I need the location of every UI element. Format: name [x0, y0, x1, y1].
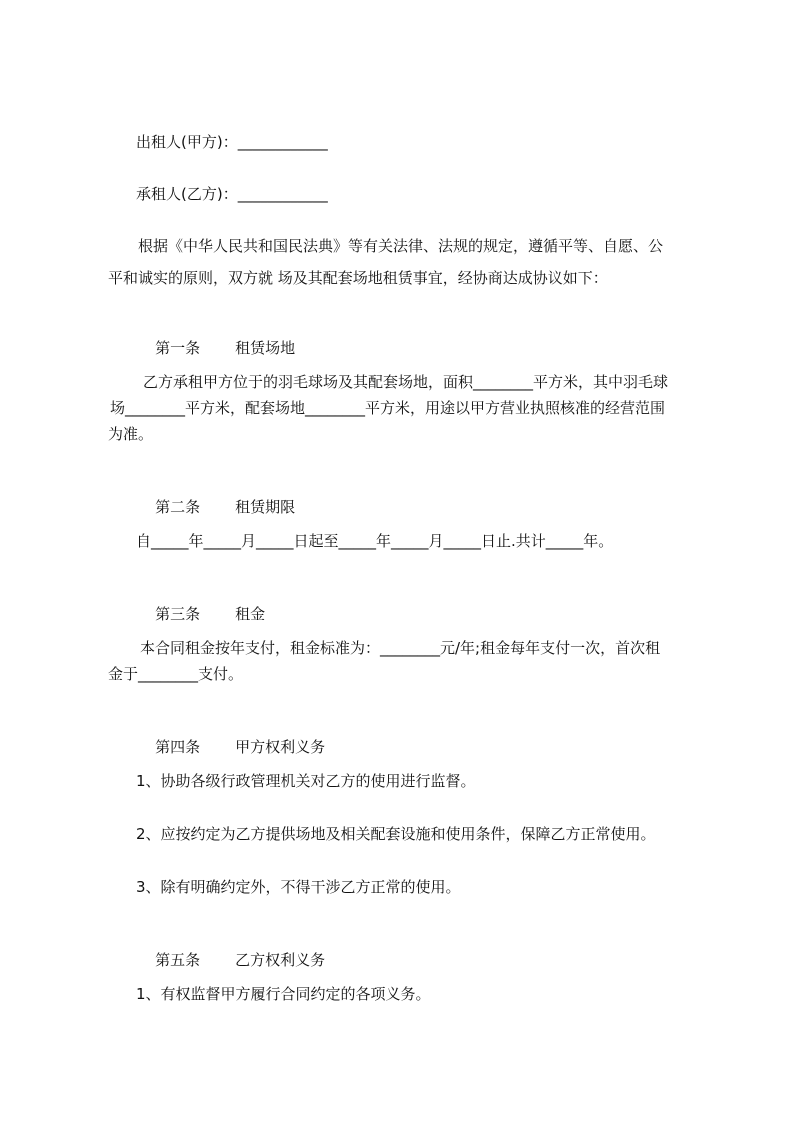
article-2-number: 第二条	[155, 498, 201, 516]
lessor-line: 出租人(甲方)：____________	[136, 133, 328, 151]
article-4-item-3: 3、除有明确约定外，不得干涉乙方正常的使用。	[136, 878, 461, 896]
article-3-heading	[136, 584, 266, 623]
article-3-line-1: 本合同租金按年支付，租金标准为：________元/年;租金每年支付一次，首次租	[140, 639, 661, 657]
article-5-number: 第五条	[155, 951, 201, 969]
article-2-title: 租赁期限	[235, 498, 296, 516]
article-3-title: 租金	[235, 605, 266, 623]
article-5-item-1: 1、有权监督甲方履行合同约定的各项义务。	[136, 985, 431, 1003]
article-4-heading	[136, 717, 326, 756]
article-3-line-2: 金于________支付。	[108, 665, 244, 683]
article-1-line-2: 场________平方米，配套场地________平方米，用途以甲方营业执照核准的经营范围	[110, 399, 666, 417]
article-1-heading	[136, 318, 296, 357]
article-5-title: 乙方权利义务	[235, 951, 326, 969]
article-2-heading	[136, 477, 296, 516]
article-4-title: 甲方权利义务	[235, 738, 326, 756]
intro-line-2: 平和诚实的原则，双方就 场及其配套场地租赁事宜，经协商达成协议如下：	[108, 269, 608, 287]
lessee-line: 承租人(乙方)：____________	[136, 185, 328, 203]
article-4-item-2: 2、应按约定为乙方提供场地及相关配套设施和使用条件，保障乙方正常使用。	[136, 825, 656, 843]
article-1-title: 租赁场地	[235, 339, 296, 357]
article-4-number: 第四条	[155, 738, 201, 756]
article-1-line-1: 乙方承租甲方位于的羽毛球场及其配套场地，面积________平方米，其中羽毛球	[143, 373, 669, 391]
article-5-heading	[136, 930, 326, 969]
article-3-number: 第三条	[155, 605, 201, 623]
article-4-item-1: 1、协助各级行政管理机关对乙方的使用进行监督。	[136, 772, 476, 790]
intro-line-1: 根据《中华人民共和国民法典》等有关法律、法规的规定，遵循平等、自愿、公	[138, 237, 664, 255]
article-1-line-3: 为准。	[108, 425, 154, 443]
article-1-number: 第一条	[155, 339, 201, 357]
article-2-line-1: 自_____年_____月_____日起至_____年_____月_____日止.共计_____年。	[136, 532, 614, 550]
